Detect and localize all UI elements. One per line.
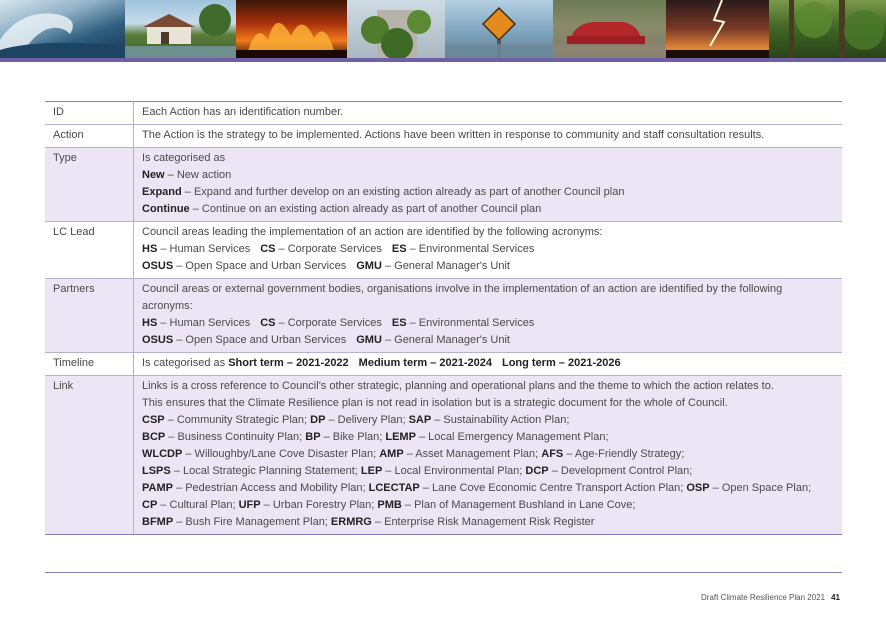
link-acronyms: BFMP – Bush Fire Management Plan; ERMRG – Enterprise Risk Management Risk Register	[142, 516, 595, 528]
row-lc-lead	[45, 222, 842, 279]
row-link	[45, 376, 842, 535]
green-building-photo	[347, 0, 445, 58]
banner-divider	[0, 58, 886, 62]
document-title: Draft Climate Resilience Plan 2021	[701, 593, 826, 602]
row-type	[45, 148, 842, 222]
row-text: Each Action has an identification number.	[134, 102, 843, 125]
lc-lead-acronyms-1: HS – Human Services CS – Corporate Services ES – Environmental Services	[142, 243, 535, 255]
row-text	[134, 279, 843, 353]
link-acronyms: PAMP – Pedestrian Access and Mobility Plan; LCECTAP – Lane Cove Economic Centre Transport Action Plan; OSP – Open Space Plan;	[142, 482, 812, 494]
forest-photo	[769, 0, 886, 58]
partners-acronyms-1: HS – Human Services CS – Corporate Services ES – Environmental Services	[142, 317, 535, 329]
link-acronyms: LSPS – Local Strategic Planning Statement; LEP – Local Environmental Plan; DCP – Development Control Plan;	[142, 465, 693, 477]
row-label: Timeline	[45, 353, 134, 376]
row-id	[45, 102, 842, 125]
flooded-house-photo	[125, 0, 236, 58]
row-partners	[45, 279, 842, 353]
row-label: Type	[45, 148, 134, 222]
type-item: Expand – Expand and further develop on an existing action already as part of another Council plan	[142, 186, 625, 198]
type-item: Continue – Continue on an existing action already as part of another Council plan	[142, 203, 542, 215]
partners-intro: Council areas or external government bodies, organisations involve in the implementation of an action are identified by the following acronyms:	[142, 283, 783, 312]
row-text	[134, 148, 843, 222]
row-label: Partners	[45, 279, 134, 353]
link-acronyms: CSP – Community Strategic Plan; DP – Delivery Plan; SAP – Sustainability Action Plan;	[142, 414, 570, 426]
row-label: Link	[45, 376, 134, 535]
row-label: ID	[45, 102, 134, 125]
row-timeline	[45, 353, 842, 376]
link-intro: Links is a cross reference to Council's other strategic, planning and operational plans and the theme to which the action relates to.	[142, 380, 774, 392]
row-text: The Action is the strategy to be implemented. Actions have been written in response to community and staff consultation results.	[134, 125, 843, 148]
row-label: Action	[45, 125, 134, 148]
row-text	[134, 376, 843, 535]
page-number: 41	[831, 593, 840, 602]
lightning-storm-photo	[666, 0, 769, 58]
ocean-wave-photo	[0, 0, 125, 58]
bushfire-photo	[236, 0, 347, 58]
lc-lead-intro: Council areas leading the implementation of an action are identified by the following acronyms:	[142, 226, 603, 238]
link-acronyms: WLCDP – Willoughby/Lane Cove Disaster Plan; AMP – Asset Management Plan; AFS – Age-Friendly Strategy;	[142, 448, 685, 460]
action-key-table	[45, 101, 842, 535]
link-acronyms: CP – Cultural Plan; UFP – Urban Forestry Plan; PMB – Plan of Management Bushland in Lane Cove;	[142, 499, 636, 511]
page-footer	[701, 593, 840, 602]
link-acronyms: BCP – Business Continuity Plan; BP – Bike Plan; LEMP – Local Emergency Management Plan;	[142, 431, 609, 443]
link-intro: This ensures that the Climate Resilience plan is not read in isolation but is a strategic document for the whole of Council.	[142, 397, 728, 409]
row-label: LC Lead	[45, 222, 134, 279]
row-action	[45, 125, 842, 148]
row-text: Is categorised as Short term – 2021-2022 Medium term – 2021-2024 Long term – 2021-2026	[134, 353, 843, 376]
type-item: New – New action	[142, 169, 232, 181]
row-text	[134, 222, 843, 279]
header-banner	[0, 0, 886, 58]
footer-rule	[45, 572, 842, 573]
road-sign-flood-photo	[445, 0, 553, 58]
lc-lead-acronyms-2: OSUS – Open Space and Urban Services GMU – General Manager's Unit	[142, 260, 510, 272]
type-intro: Is categorised as	[142, 152, 226, 164]
flooded-car-photo	[553, 0, 666, 58]
partners-acronyms-2: OSUS – Open Space and Urban Services GMU – General Manager's Unit	[142, 334, 510, 346]
